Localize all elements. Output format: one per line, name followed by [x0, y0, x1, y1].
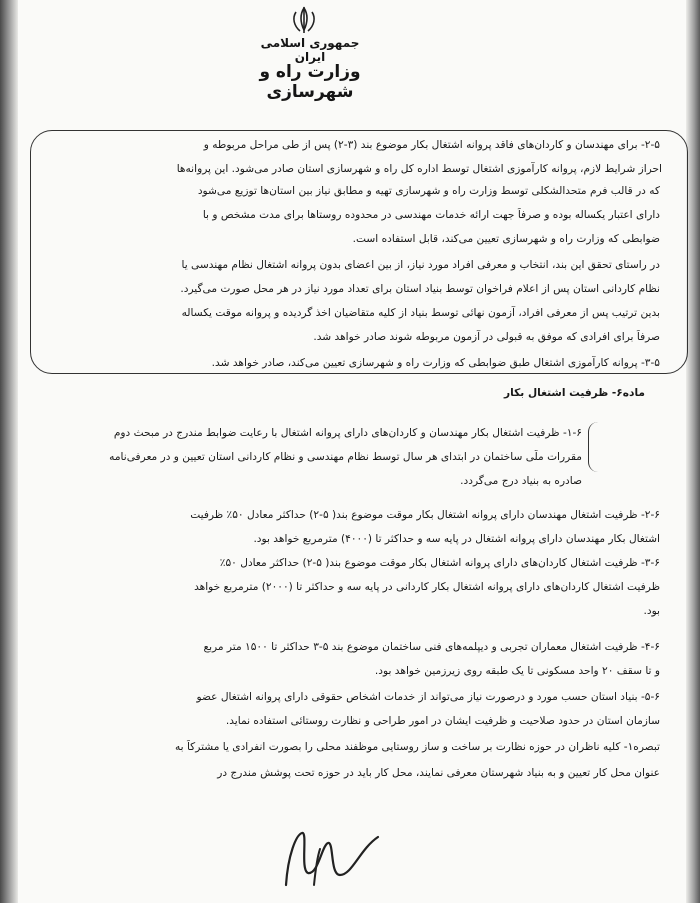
scan-shadow-left [0, 0, 18, 903]
text-line: ۴-۶- ظرفیت اشتغال معماران تجربی و دیپلمه‌های فنی ساختمان موضوع بند ۵-۳ حداکثر تا ۱۵۰۰ متر مربع [203, 641, 660, 653]
text-line: ضوابطی که وزارت راه و شهرسازی تعیین می‌کند، قابل استفاده است. [352, 233, 660, 245]
text-line: و تا سقف ۲۰ واحد مسکونی تا یک طبقه روی زیرزمین خواهد بود. [374, 665, 660, 677]
text-line: ۱-۶- ظرفیت اشتغال بکار مهندسان و کاردان‌های دارای پروانه اشتغال با رعایت ضوابط مندرج در مبحث دوم [113, 427, 582, 439]
header-ministry: وزارت راه و شهرسازی [259, 62, 361, 102]
text-line: بود. [643, 605, 660, 617]
text-line: در راستای تحقق این بند، انتخاب و معرفی افراد مورد نیاز، از بین اعضای بدون پروانه اشتغال نظام مهندسی یا [181, 259, 660, 271]
text-line: صرفاً برای افرادی که موفق به قبولی در آزمون مربوطه شوند صادر خواهد شد. [313, 331, 660, 343]
text-line: ماده۶- ظرفیت اشتغال بکار [504, 387, 645, 399]
text-line: ۳-۶- ظرفیت اشتغال کاردان‌های دارای پروانه اشتغال بکار موقت موضوع بند( ۵-۲) حداکثر معادل ۵۰٪ [219, 557, 660, 569]
text-line: ۲-۶- ظرفیت اشتغال مهندسان دارای پروانه اشتغال بکار موقت موضوع بند( ۵-۲) حداکثر معادل ۵۰٪ ظرفیت [190, 509, 660, 521]
text-line: ۵-۶- بنیاد استان حسب مورد و درصورت نیاز می‌تواند از خدمات اشخاص حقوقی دارای پروانه اشتغال عضو [196, 691, 660, 703]
text-line: ۲-۵- برای مهندسان و کاردان‌های فاقد پروانه اشتغال بکار موضوع بند (۳-۲) پس از طی مراحل مربوطه و [203, 139, 660, 151]
text-line: تبصره۱- کلیه ناظران در حوزه نظارت بر ساخت و ساز روستایی موظفند محلی را بصورت انفرادی یا مشترکاً به [174, 741, 660, 753]
header-org: جمهوری اسلامی ایران [260, 36, 360, 64]
text-line: دارای اعتبار یکساله بوده و صرفاً جهت ارائه خدمات مهندسی در محدوده روستاها برای مدت مشخص و با [202, 209, 660, 221]
signature [278, 815, 398, 895]
text-line: بدین ترتیب پس از معرفی افراد، آزمون نهائی توسط بنیاد از کلیه متقاضیان اخذ گردیده و پروانه موقت یکساله [181, 307, 660, 319]
scan-shadow-right [686, 0, 700, 903]
text-line: ۳-۵- پروانه کارآموزی اشتغال طبق ضوابطی که وزارت راه و شهرسازی تعیین می‌کند، صادر خواهد شد. [211, 357, 660, 369]
text-line: مقررات ملّی ساختمان در ابتدای هر سال توسط نظام مهندسی و نظام کاردانی استان تعیین و در معرفی‌نامه [109, 451, 582, 463]
text-line: اشتغال بکار مهندسان دارای پروانه اشتغال در پایه سه و حداکثر تا (۴۰۰۰) مترمربع خواهد بود. [253, 533, 660, 545]
text-line: نظام کاردانی استان پس از اعلام فراخوان توسط بنیاد استان برای تعداد مورد نیاز در هر محل صورت می‌گیرد. [180, 283, 660, 295]
text-line: احراز شرایط لازم، پروانه کارآموزی اشتغال توسط اداره کل راه و شهرسازی استان صادر می‌شود. این پروانه‌ها [176, 163, 662, 175]
text-line: صادره به بنیاد درج می‌گردد. [460, 475, 582, 487]
text-line: که در قالب فرم متحدالشکلی توسط وزارت راه و شهرسازی تهیه و مطابق نیاز بین استان‌ها توزیع می‌شود [197, 185, 660, 197]
text-line: عنوان محل کار تعیین و به بنیاد شهرستان معرفی نمایند، محل کار باید در حوزه تحت پوشش مندرج در [217, 767, 660, 779]
text-line: ظرفیت اشتغال کاردان‌های دارای پروانه اشتغال بکار کاردانی در پایه سه و حداکثر تا (۲۰۰۰) مترمربع خواهد [194, 581, 660, 593]
margin-bracket [588, 422, 603, 472]
iran-emblem-icon [286, 6, 322, 34]
text-line: سازمان استان در حدود صلاحیت و ظرفیت ایشان در امور طراحی و نظارت روستائی استفاده نماید. [225, 715, 660, 727]
